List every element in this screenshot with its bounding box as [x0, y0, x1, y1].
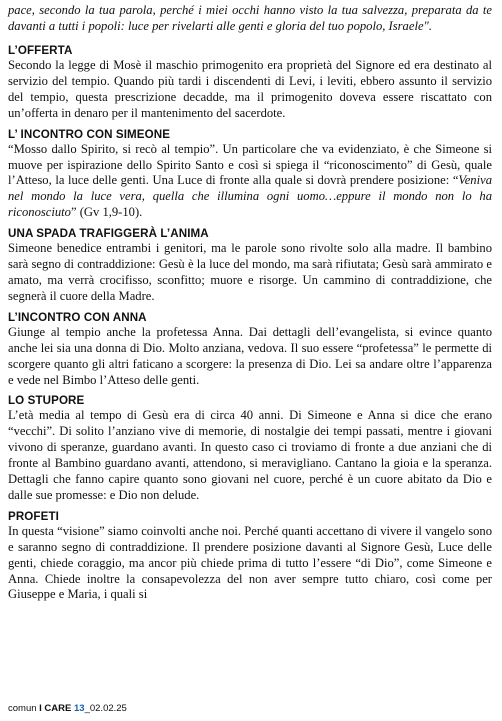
footer-issue-number: 13 — [74, 703, 85, 714]
section-heading: PROFETI — [8, 509, 59, 523]
footer-prefix: comun — [8, 703, 40, 714]
section-stupore — [8, 393, 492, 503]
section-heading: UNA SPADA TRAFIGGERÀ L’ANIMA — [8, 227, 209, 241]
intro-quote: pace, secondo la tua parola, perché i miei occhi hanno visto la tua salvezza, preparata da te davanti a tutti i popoli: luce per rivelarti alle genti e gloria del tuo popolo, Israele". — [8, 3, 492, 33]
section-spada — [8, 226, 492, 305]
section-text: Simeone benedice entrambi i genitori, ma le parole sono rivolte solo alla madre. Il bambino sarà segno di contraddizione: Gesù è la luce del mondo, ma sarà rifiutata; Gesù sarà ammirato e amato, ma verrà crocifisso, sconfitto; muore e risorge. Un cammino di contraddizione, che segnerà il cuore della Madre. — [8, 241, 492, 303]
page-footer — [8, 703, 127, 714]
section-heading: L’OFFERTA — [8, 44, 73, 57]
footer-brand: I CARE — [39, 703, 74, 714]
section-heading: LO STUPORE — [8, 394, 85, 408]
section-text-part: ” (Gv 1,9-10). — [70, 205, 143, 220]
section-text: Secondo la legge di Mosè il maschio primogenito era proprietà del Signore ed era destinato al servizio del tempio. Quando più tardi i discendenti di Levi, i leviti, ebbero assunto il servizio del tempio, questa prescrizione decadde, ma il primogenito doveva essere riscattato con un’offerta in denaro per il mantenimento del sacerdote. — [8, 58, 492, 120]
section-simeone — [8, 127, 492, 222]
footer-date: _02.02.25 — [84, 703, 127, 714]
section-text: L’età media al tempo di Gesù era di circa 40 anni. Di Simeone e Anna si dice che erano “vecchi”. Di solito l’anziano vive di memorie, di nostalgie dei tempi passati, mentre i giovani vivono di speranze, guardano avanti. In questo caso ci troviamo di fronte a due anziani che di fronte al Bambino guardano avanti, attendono, si meravigliano. Cantano la gioia e la speranza. Dettagli che fanno capire quanto sono giovani nel cuore, perché è un cuore abitato da Dio e dalle sue promesse: e Dio non delude. — [8, 408, 492, 502]
section-heading: L’ INCONTRO CON SIMEONE — [8, 127, 171, 141]
section-heading: L’INCONTRO CON ANNA — [8, 310, 147, 324]
section-profeti — [8, 509, 492, 604]
section-text: Giunge al tempio anche la profetessa Anna. Dai dettagli dell’evangelista, si evince quanto anche lei sia una donna di Dio. Molto anziana, vedova. Il suo essere “profetessa” le permette di scorgere quanto gli altri faticano a scorgere: la presenza di Dio. Lei sa andare oltre l’apparenza e vede nel Bimbo l’Atteso delle genti. — [8, 324, 492, 387]
section-offerta — [8, 43, 492, 122]
section-text-part: “Mosso dallo Spirito, si recò al tempio”. Un particolare che va evidenziato, è che Simeone si muove per ispirazione dello Spirito Santo e così si spiega il “riconoscimento” di Gesù, quale l’Atteso, la luce delle genti. Una Luce di fronte alla quale si dovrà prendere posizione: “ — [8, 141, 492, 188]
gospel-quote: Veniva nel mondo la luce vera, quella che illumina ogni uomo…eppure il mondo non lo ha riconosciuto — [8, 173, 492, 220]
section-text — [8, 142, 492, 222]
section-text: In questa “visione” siamo coinvolti anche noi. Perché quanti accettano di vivere il vangelo sono e saranno segno di contraddizione. Il prendere posizione davanti al Signore Gesù, Luce delle genti, chiede coraggio, ma ancor più chiede prima di tutto l’essere “di Dio”, come Simeone e Anna. Chiede inoltre la consapevolezza del non aver sempre tutto chiaro, così come per Giuseppe e Maria, i quali si — [8, 523, 492, 602]
section-anna — [8, 310, 492, 389]
